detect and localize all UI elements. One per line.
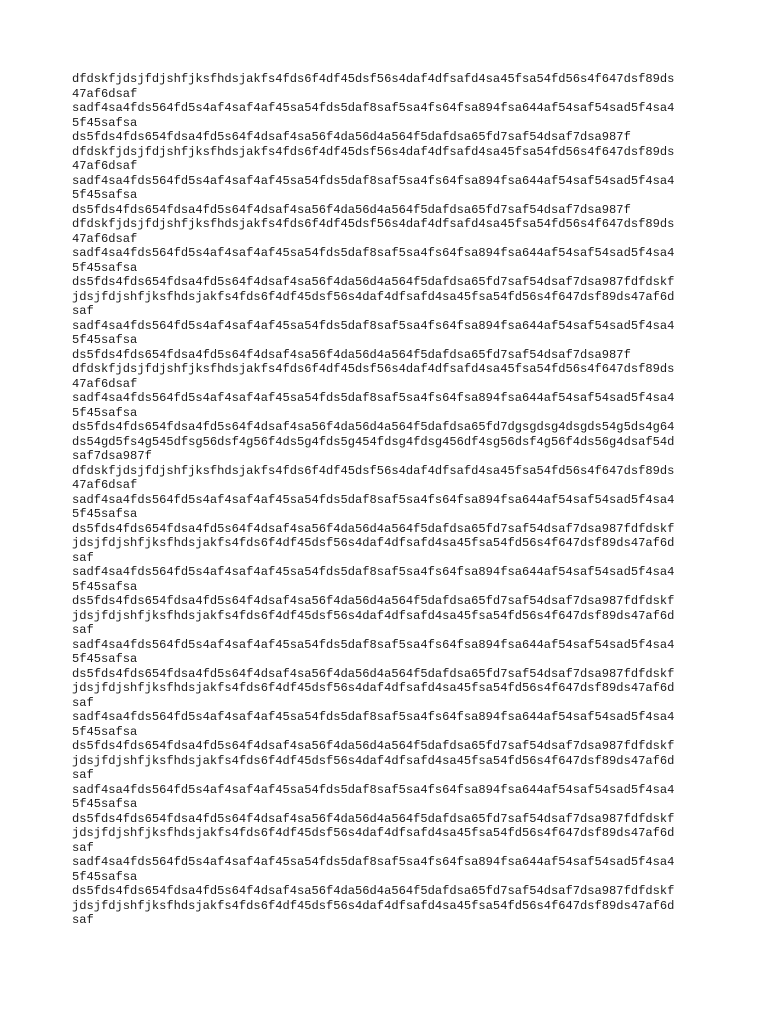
- text-line: dfdskfjdsjfdjshfjksfhdsjakfs4fds6f4df45dsf56s4daf4dfsafd4sa45fsa54fd56s4f647dsf89ds: [72, 72, 675, 86]
- text-line: 5f45safsa: [72, 115, 138, 130]
- text-line: ds5fds4fds654fdsa4fd5s64f4dsaf4sa56f4da56d4a564f5dafdsa65fd7saf54dsaf7dsa987fdfdskf: [72, 666, 675, 681]
- text-line: sadf4sa4fds564fd5s4af4saf4af45sa54fds5daf8saf5sa4fs64fsa894fsa644af54saf54sad5f4sa4: [72, 637, 675, 652]
- text-line: 5f45safsa: [72, 333, 138, 347]
- text-line: sadf4sa4fds564fd5s4af4saf4af45sa54fds5daf8saf5sa4fs64fsa894fsa644af54saf54sad5f4sa4: [72, 318, 675, 333]
- text-line: jdsjfdjshfjksfhdsjakfs4fds6f4df45dsf56s4daf4dfsafd4sa45fsa54fd56s4f647dsf89ds47af6d: [72, 898, 675, 913]
- text-line: jdsjfdjshfjksfhdsjakfs4fds6f4df45dsf56s4daf4dfsafd4sa45fsa54fd56s4f647dsf89ds47af6d: [72, 681, 675, 695]
- text-line: ds5fds4fds654fdsa4fd5s64f4dsaf4sa56f4da56d4a564f5dafdsa65fd7saf54dsaf7dsa987f: [72, 347, 631, 362]
- text-line: dfdskfjdsjfdjshfjksfhdsjakfs4fds6f4df45dsf56s4daf4dfsafd4sa45fsa54fd56s4f647dsf89ds: [72, 144, 675, 159]
- text-line: ds5fds4fds654fdsa4fd5s64f4dsaf4sa56f4da56d4a564f5dafdsa65fd7saf54dsaf7dsa987f: [72, 202, 631, 217]
- text-line: sadf4sa4fds564fd5s4af4saf4af45sa54fds5daf8saf5sa4fs64fsa894fsa644af54saf54sad5f4sa4: [72, 855, 675, 869]
- text-line: dfdskfjdsjfdjshfjksfhdsjakfs4fds6f4df45dsf56s4daf4dfsafd4sa45fsa54fd56s4f647dsf89ds: [72, 362, 675, 376]
- text-line: ds5fds4fds654fdsa4fd5s64f4dsaf4sa56f4da56d4a564f5dafdsa65fd7saf54dsaf7dsa987fdfdskf: [72, 521, 675, 536]
- text-line: saf: [72, 840, 94, 855]
- text-line: sadf4sa4fds564fd5s4af4saf4af45sa54fds5daf8saf5sa4fs64fsa894fsa644af54saf54sad5f4sa4: [72, 246, 675, 260]
- text-line: 5f45safsa: [72, 869, 138, 884]
- text-line: ds54gd5fs4g545dfsg56dsf4g56f4ds5g4fds5g454fdsg4fdsg456df4sg56dsf4g56f4ds56g4dsaf54d: [72, 434, 675, 449]
- text-line: sadf4sa4fds564fd5s4af4saf4af45sa54fds5daf8saf5sa4fs64fsa894fsa644af54saf54sad5f4sa4: [72, 710, 675, 724]
- text-line: sadf4sa4fds564fd5s4af4saf4af45sa54fds5daf8saf5sa4fs64fsa894fsa644af54saf54sad5f4sa4: [72, 782, 675, 797]
- text-line: saf: [72, 768, 94, 782]
- text-line: sadf4sa4fds564fd5s4af4saf4af45sa54fds5daf8saf5sa4fs64fsa894fsa644af54saf54sad5f4sa4: [72, 101, 675, 115]
- text-line: sadf4sa4fds564fd5s4af4saf4af45sa54fds5daf8saf5sa4fs64fsa894fsa644af54saf54sad5f4sa4: [72, 565, 675, 579]
- text-line: jdsjfdjshfjksfhdsjakfs4fds6f4df45dsf56s4daf4dfsafd4sa45fsa54fd56s4f647dsf89ds47af6d: [72, 826, 675, 840]
- text-line: 5f45safsa: [72, 260, 138, 275]
- text-line: ds5fds4fds654fdsa4fd5s64f4dsaf4sa56f4da56d4a564f5dafdsa65fd7saf54dsaf7dsa987fdfdskf: [72, 884, 675, 898]
- text-line: 5f45safsa: [72, 405, 138, 420]
- document-body: [72, 72, 712, 928]
- text-line: jdsjfdjshfjksfhdsjakfs4fds6f4df45dsf56s4daf4dfsafd4sa45fsa54fd56s4f647dsf89ds47af6d: [72, 289, 675, 304]
- text-line: saf: [72, 304, 94, 318]
- text-line: 5f45safsa: [72, 724, 138, 739]
- text-line: ds5fds4fds654fdsa4fd5s64f4dsaf4sa56f4da56d4a564f5dafdsa65fd7saf54dsaf7dsa987fdfdskf: [72, 739, 675, 753]
- text-line: sadf4sa4fds564fd5s4af4saf4af45sa54fds5daf8saf5sa4fs64fsa894fsa644af54saf54sad5f4sa4: [72, 173, 675, 188]
- document-page: [72, 72, 712, 928]
- text-line: ds5fds4fds654fdsa4fd5s64f4dsaf4sa56f4da56d4a564f5dafdsa65fd7saf54dsaf7dsa987fdfdskf: [72, 594, 675, 608]
- text-line: 47af6dsaf: [72, 86, 138, 101]
- text-line: 5f45safsa: [72, 652, 138, 666]
- text-line: jdsjfdjshfjksfhdsjakfs4fds6f4df45dsf56s4daf4dfsafd4sa45fsa54fd56s4f647dsf89ds47af6d: [72, 536, 675, 550]
- text-line: 47af6dsaf: [72, 231, 138, 246]
- text-line: 5f45safsa: [72, 507, 138, 521]
- text-line: 47af6dsaf: [72, 376, 138, 391]
- text-line: dfdskfjdsjfdjshfjksfhdsjakfs4fds6f4df45dsf56s4daf4dfsafd4sa45fsa54fd56s4f647dsf89ds: [72, 463, 675, 478]
- text-line: saf: [72, 623, 94, 637]
- text-line: jdsjfdjshfjksfhdsjakfs4fds6f4df45dsf56s4daf4dfsafd4sa45fsa54fd56s4f647dsf89ds47af6d: [72, 753, 675, 768]
- text-line: ds5fds4fds654fdsa4fd5s64f4dsaf4sa56f4da56d4a564f5dafdsa65fd7saf54dsaf7dsa987f: [72, 130, 631, 144]
- text-line: jdsjfdjshfjksfhdsjakfs4fds6f4df45dsf56s4daf4dfsafd4sa45fsa54fd56s4f647dsf89ds47af6d: [72, 608, 675, 623]
- text-line: ds5fds4fds654fdsa4fd5s64f4dsaf4sa56f4da56d4a564f5dafdsa65fd7dgsgdsg4dsgds54g5ds4g64: [72, 420, 675, 434]
- text-line: 47af6dsaf: [72, 478, 138, 492]
- text-line: 5f45safsa: [72, 188, 138, 202]
- text-line: dfdskfjdsjfdjshfjksfhdsjakfs4fds6f4df45dsf56s4daf4dfsafd4sa45fsa54fd56s4f647dsf89ds: [72, 217, 675, 231]
- text-line: ds5fds4fds654fdsa4fd5s64f4dsaf4sa56f4da56d4a564f5dafdsa65fd7saf54dsaf7dsa987fdfdskf: [72, 275, 675, 289]
- text-line: saf: [72, 913, 94, 927]
- text-line: saf: [72, 695, 94, 710]
- text-line: sadf4sa4fds564fd5s4af4saf4af45sa54fds5daf8saf5sa4fs64fsa894fsa644af54saf54sad5f4sa4: [72, 391, 675, 405]
- text-line: saf7dsa987f: [72, 449, 152, 463]
- text-line: 47af6dsaf: [72, 159, 138, 173]
- text-line: 5f45safsa: [72, 579, 138, 594]
- text-line: ds5fds4fds654fdsa4fd5s64f4dsaf4sa56f4da56d4a564f5dafdsa65fd7saf54dsaf7dsa987fdfdskf: [72, 811, 675, 826]
- text-line: saf: [72, 550, 94, 565]
- text-line: 5f45safsa: [72, 797, 138, 811]
- text-line: sadf4sa4fds564fd5s4af4saf4af45sa54fds5daf8saf5sa4fs64fsa894fsa644af54saf54sad5f4sa4: [72, 492, 675, 507]
